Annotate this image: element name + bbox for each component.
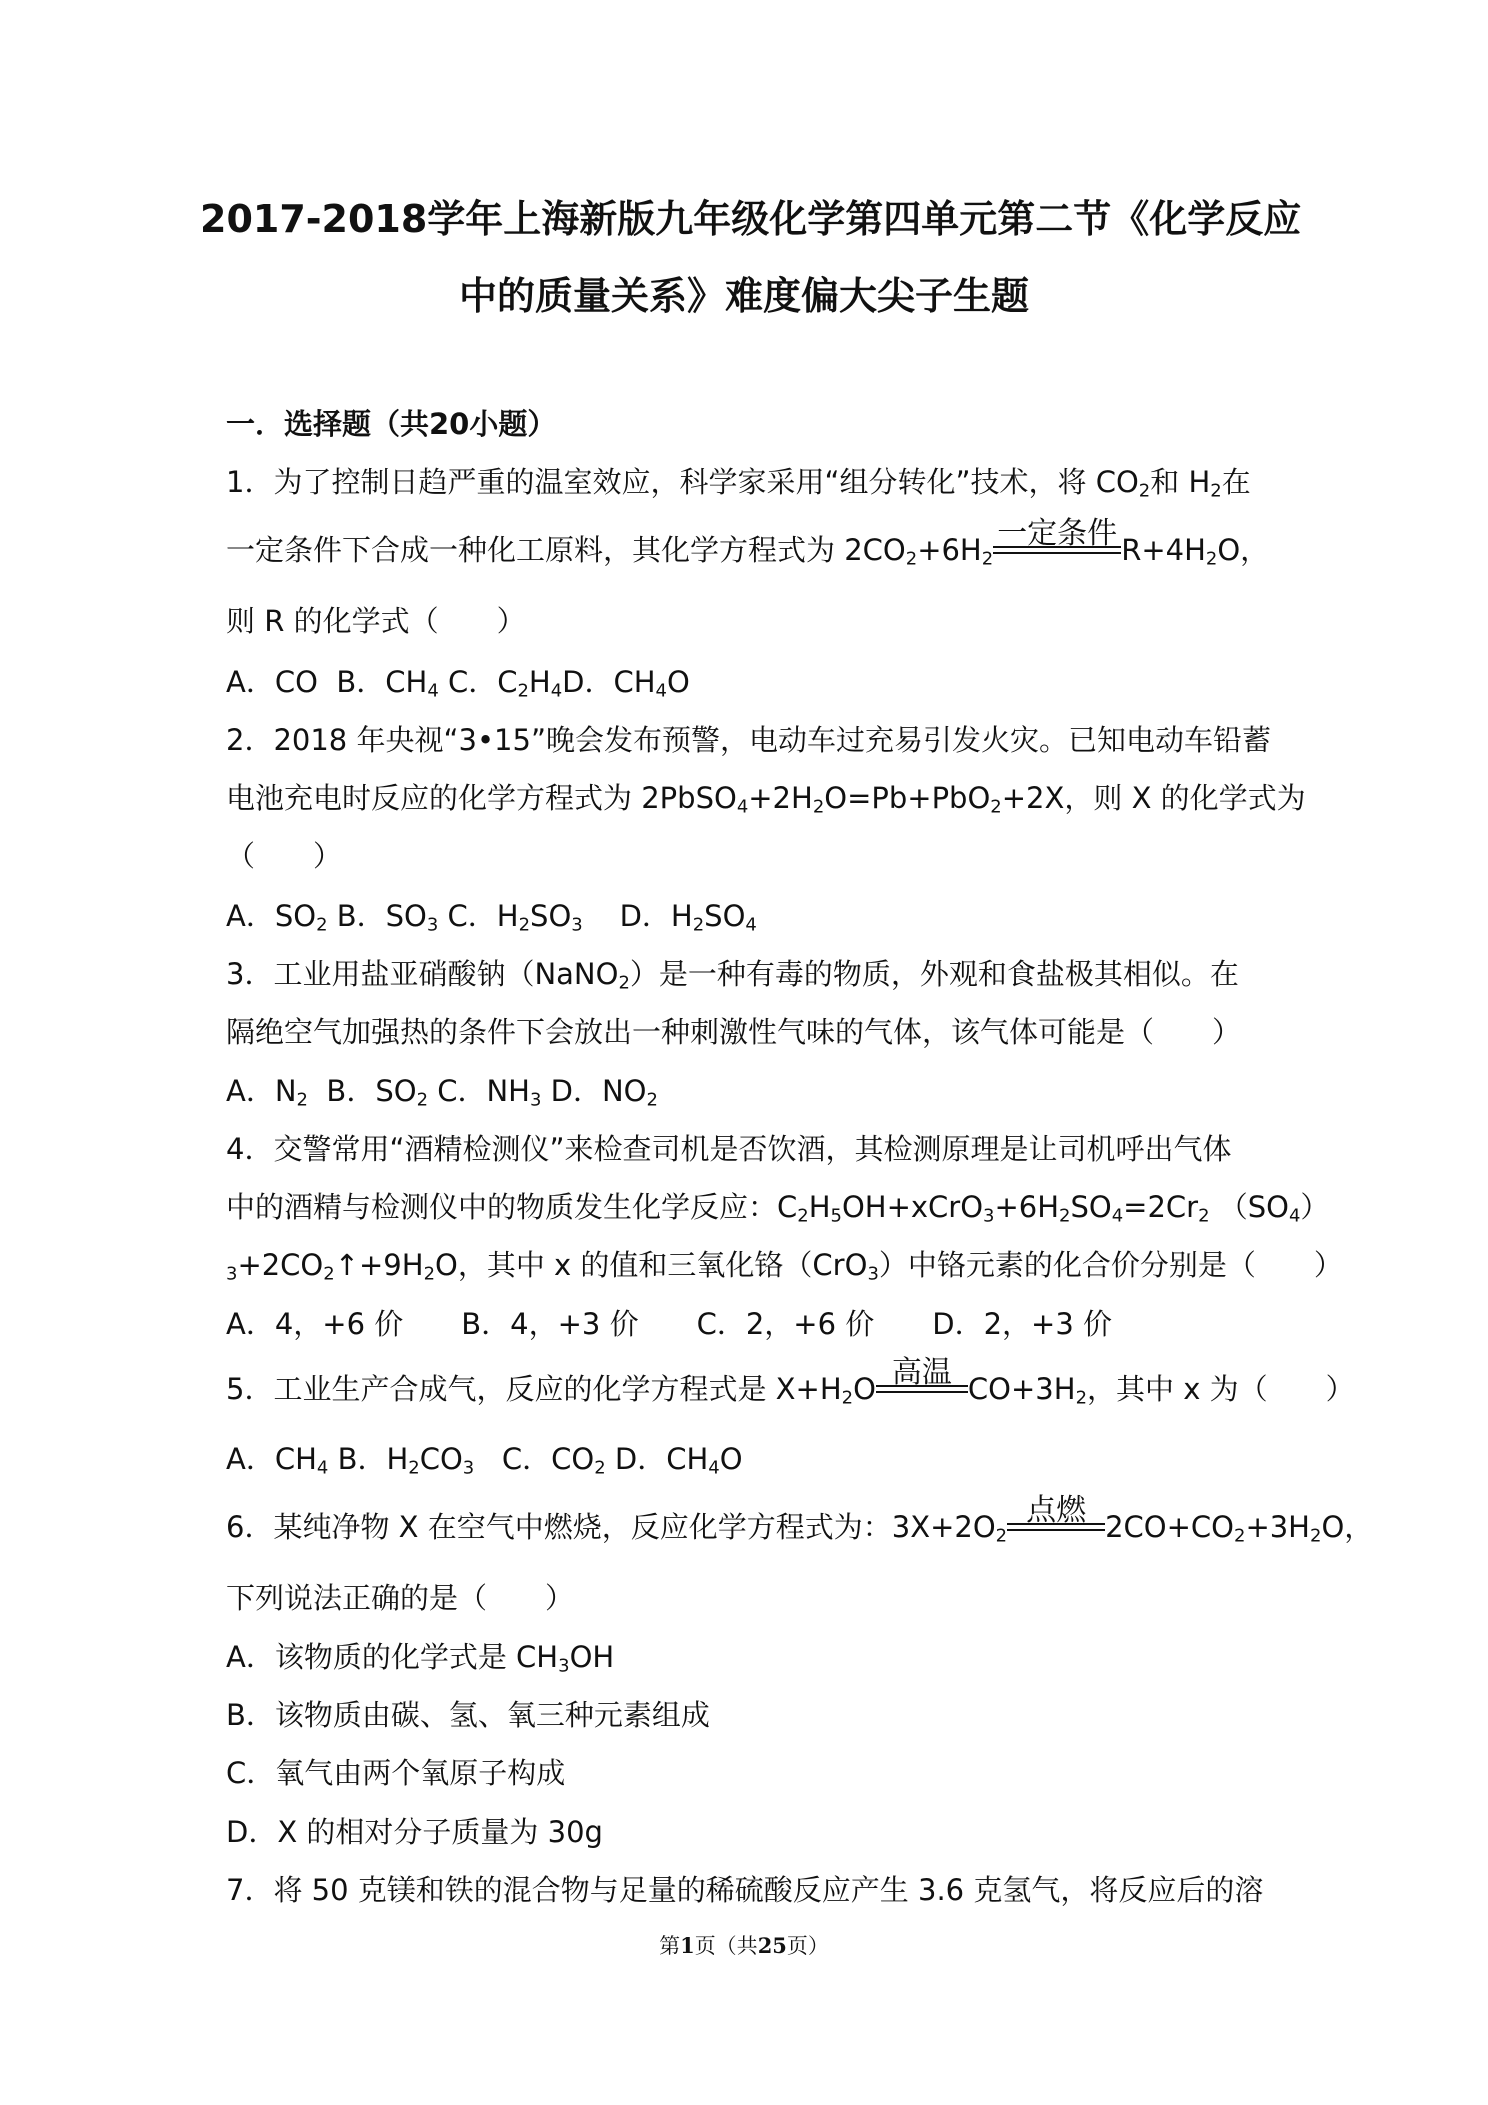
question-1-line-1: 1．为了控制日趋严重的温室效应，科学家采用“组分转化”技术，将 $CO_2$和 $H_2$在	[226, 465, 1251, 502]
question-4-line-1: 4．交警常用“酒精检测仪”来检查司机是否饮酒，其检测原理是让司机呼出气体	[226, 1132, 1232, 1166]
question-1-line-3: 则 R 的化学式（ ）	[226, 604, 526, 638]
question-3-line-1: 3．工业用盐亚硝酸钠（NaNO$_2$）是一种有毒的物质，外观和食盐极其相似。在	[226, 957, 1239, 994]
reaction-arrow-condition: 点燃	[1007, 1513, 1105, 1542]
page-title-line-1: 2017-2018学年上海新版九年级化学第四单元第二节《化学反应	[200, 197, 1302, 241]
question-6-option-c: C．氧气由两个氧原子构成	[226, 1756, 566, 1790]
question-2-options: A．$SO_2$ B．$SO_3$ C．$H_2SO_3$ D．$H_2SO_4$	[226, 899, 757, 936]
question-4-line-3: $_3+2CO_2↑+9H_2O$，其中 x 的值和三氧化铬（CrO$_3$）中铬元素的化合价分别是（ ）	[226, 1248, 1343, 1285]
question-2-line-2: 电池充电时反应的化学方程式为 $2PbSO_4+2H_2O=Pb+PbO_2+2X$，则 X 的化学式为	[226, 781, 1306, 818]
question-3-options: A．$N_2$ B．$SO_2$ C．$NH_3$ D．$NO_2$	[226, 1074, 658, 1111]
question-6-line-1: 6．某纯净物 X 在空气中燃烧，反应化学方程式为：$3X+2O_2$ 点燃 $2CO+CO_2+3H_2O$，	[226, 1493, 1374, 1547]
question-5-line-1: 5．工业生产合成气，反应的化学方程式是 $X+H_2O$ 高温 $CO+3H_2$，其中 x 为（ ）	[226, 1355, 1355, 1409]
page-title-line-2: 中的质量关系》难度偏大尖子生题	[458, 274, 1029, 318]
reaction-arrow-condition: 一定条件	[993, 536, 1121, 565]
question-2-line-1: 2．2018 年央视“3•15”晚会发布预警，电动车过充易引发火灾。已知电动车铅蓄	[226, 723, 1271, 757]
question-6-line-2: 下列说法正确的是（ ）	[226, 1581, 575, 1615]
page-footer: 第1页（共25页）	[659, 1933, 829, 1958]
question-7-line-1: 7．将 50 克镁和铁的混合物与足量的稀硫酸反应产生 3.6 克氢气，将反应后的溶	[226, 1873, 1264, 1907]
question-2-line-3: （ ）	[226, 839, 343, 873]
question-3-line-2: 隔绝空气加强热的条件下会放出一种刺激性气味的气体，该气体可能是（ ）	[226, 1015, 1242, 1049]
question-6-option-a: A．该物质的化学式是 $CH_3OH$	[226, 1640, 615, 1677]
question-1-options: A．CO B．$CH_4$ C．$C_2H_4D$．$CH_4O$	[226, 665, 690, 702]
question-4-options: A．4，+6 价 B．4，+3 价 C．2，+6 价 D．2，+3 价	[226, 1307, 1112, 1341]
question-6-option-d: D．X 的相对分子质量为 30g	[226, 1815, 603, 1849]
question-1-line-2: 一定条件下合成一种化工原料，其化学方程式为 $2CO_2+6H_2$ 一定条件 $R+4H_2O$，	[226, 516, 1270, 570]
question-4-line-2: 中的酒精与检测仪中的物质发生化学反应：$C_2H_5OH+xCrO_3+6H_2SO_4=2Cr_2$ $(SO_4)$	[226, 1190, 1330, 1227]
question-6-option-b: B．该物质由碳、氢、氧三种元素组成	[226, 1698, 710, 1732]
question-5-options: A．$CH_4$ B．$H_2CO_3$ C．$CO_2$ D．$CH_4O$	[226, 1442, 743, 1479]
section-heading: 一．选择题（共20小题）	[226, 407, 557, 441]
reaction-arrow-condition: 高温	[876, 1375, 968, 1404]
